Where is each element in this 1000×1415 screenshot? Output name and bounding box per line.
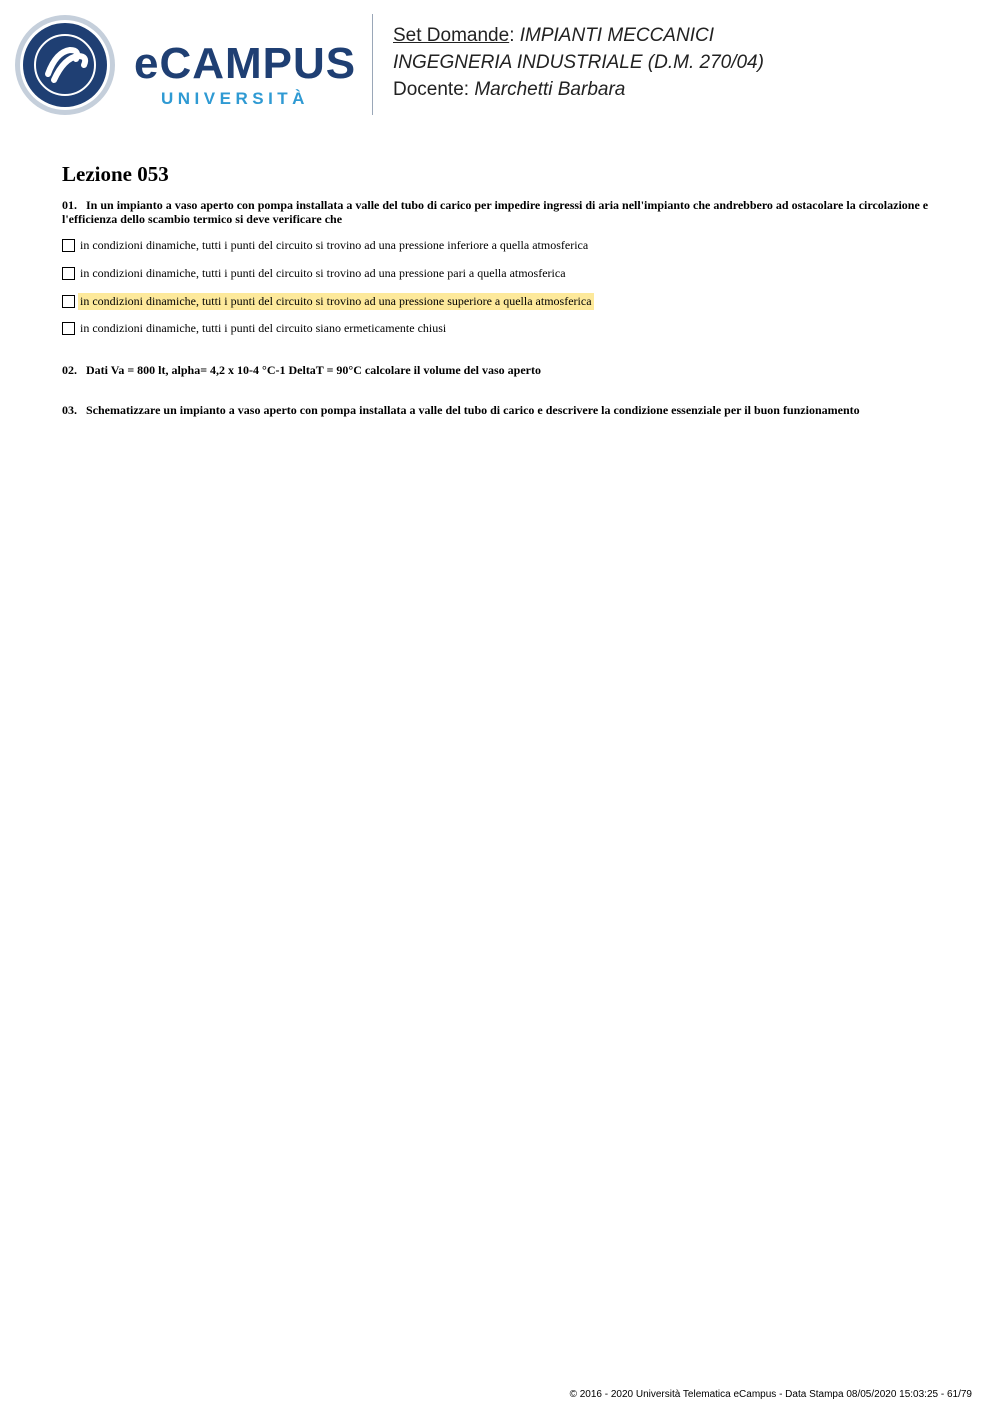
ecampus-seal-logo [14, 14, 116, 116]
option-text-highlighted: in condizioni dinamiche, tutti i punti del circuito si trovino ad una pressione superiore a quella atmosferica [80, 293, 592, 308]
set-label: Set Domande [393, 25, 510, 46]
universita-subtitle: UNIVERSITÀ [161, 89, 309, 108]
page-header [0, 0, 1000, 130]
lesson-title: Lezione 053 [62, 162, 169, 186]
teacher-label: Docente [393, 79, 464, 100]
ecampus-wordmark: eCAMPUS [134, 39, 357, 88]
checkbox[interactable] [62, 322, 75, 335]
course-subtitle: INGEGNERIA INDUSTRIALE (D.M. 270/04) [393, 52, 764, 73]
checkbox[interactable] [62, 295, 75, 308]
course-title-line: Set Domande: IMPIANTI MECCANICI [393, 25, 714, 46]
answer-option-1[interactable] [62, 237, 590, 253]
question-number: 02. [62, 363, 77, 377]
question-02 [62, 363, 942, 377]
answer-option-2[interactable] [62, 265, 568, 281]
course-info [393, 22, 764, 103]
page-footer: © 2016 - 2020 Università Telematica eCampus - Data Stampa 08/05/2020 15:03:25 - 61/79 [569, 1389, 972, 1400]
question-text: In un impianto a vaso aperto con pompa installata a valle del tubo di carico per impedire ingressi di aria nell'impianto che andrebbero ad ostacolare la circolazione e l'efficienza dello scambio termico si deve verificare che [62, 198, 929, 226]
option-text: in condizioni dinamiche, tutti i punti del circuito siano ermeticamente chiusi [80, 320, 447, 335]
answer-option-4[interactable] [62, 320, 448, 336]
question-03 [62, 403, 942, 417]
course-title: IMPIANTI MECCANICI [519, 25, 714, 46]
checkbox[interactable] [62, 239, 75, 252]
question-text: Dati Va = 800 lt, alpha= 4,2 x 10-4 °C-1 DeltaT = 90°C calcolare il volume del vaso aperto [86, 363, 541, 377]
header-divider [372, 14, 373, 115]
question-number: 01. [62, 198, 77, 212]
teacher-line: Docente: Marchetti Barbara [393, 79, 626, 100]
question-01 [62, 198, 942, 226]
checkbox[interactable] [62, 267, 75, 280]
course-subtitle-line [393, 49, 764, 76]
question-number: 03. [62, 403, 77, 417]
question-text: Schematizzare un impianto a vaso aperto con pompa installata a valle del tubo di carico e descrivere la condizione essenziale per il buon funzionamento [86, 403, 860, 417]
option-text: in condizioni dinamiche, tutti i punti del circuito si trovino ad una pressione pari a quella atmosferica [80, 265, 566, 280]
answer-option-3-correct[interactable] [62, 293, 594, 309]
teacher-name: Marchetti Barbara [474, 79, 626, 100]
option-text: in condizioni dinamiche, tutti i punti del circuito si trovino ad una pressione inferiore a quella atmosferica [80, 237, 589, 252]
